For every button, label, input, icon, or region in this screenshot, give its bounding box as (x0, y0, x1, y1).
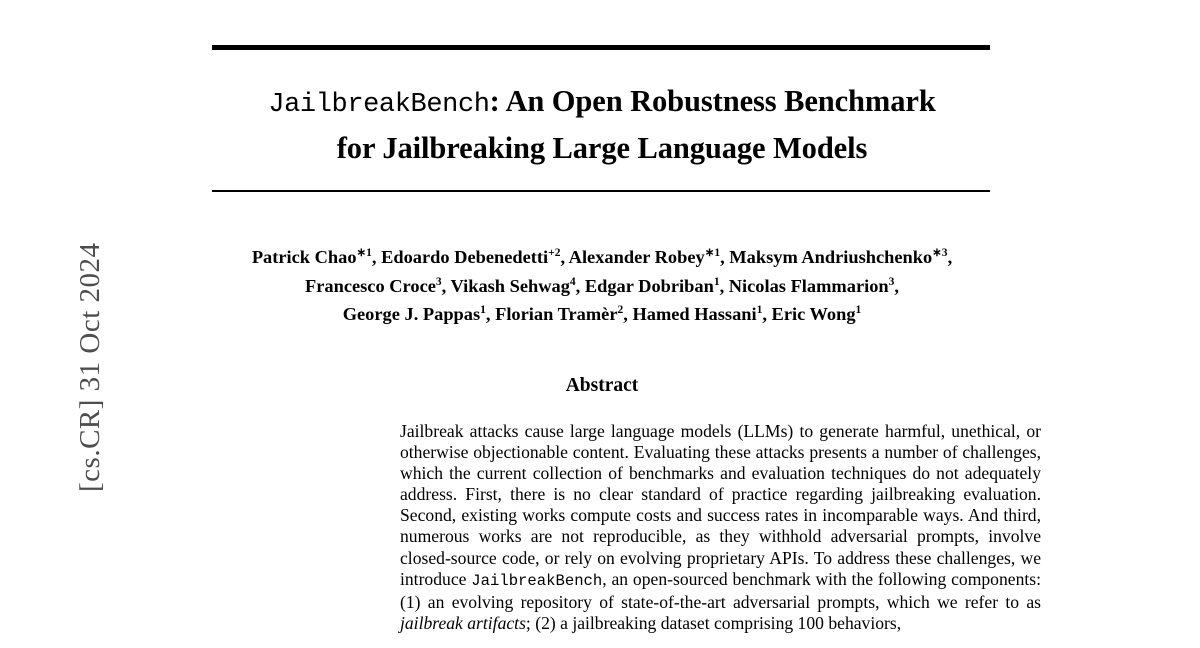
author-name: , Eric Wong (762, 304, 856, 324)
author-separator: , (947, 247, 953, 267)
author-name: , Alexander Robey (560, 247, 705, 267)
abstract-text-3: ; (2) a jailbreaking dataset comprising 100 behaviors, (525, 612, 902, 633)
author-name: Francesco Croce (305, 275, 436, 296)
author-name: Patrick Chao (251, 247, 357, 267)
author-affiliation-marker: 2 (617, 303, 624, 316)
author-name: George J. Pappas (342, 304, 481, 324)
author-affiliation-marker: 1 (480, 303, 486, 316)
title-mono-part: JailbreakBench (268, 90, 490, 120)
abstract-heading: Abstract (565, 375, 639, 396)
author-affiliation-marker: 4 (569, 275, 576, 288)
author-affiliation-marker: ∗1 (356, 246, 372, 259)
author-name: , Edoardo Debenedetti (371, 247, 549, 267)
arxiv-margin-stamp (0, 0, 120, 648)
paper-page (120, 0, 1200, 648)
author-name: , Nicolas Flammarion (719, 275, 889, 296)
abstract-text-1: Jailbreak attacks cause large language models (LLMs) to generate harmful, unethical, or otherwise objectionable content. Evaluating these attacks presents a number of challenges, which the current collection of benchmarks and evaluation techniques do not adequately address. First, there is no clear standard of practice regarding jailbreaking evaluation. Second, existing works compute costs and success rates in incomparable ways. And third, numerous works are not reproducible, as they withhold adversarial prompts, involve closed-source code, or rely on evolving proprietary APIs. To address these challenges, we introduce (400, 421, 1041, 589)
title-bottom-rule (212, 190, 990, 192)
author-affiliation-marker: 1 (756, 303, 763, 316)
author-list (190, 243, 1014, 329)
author-affiliation-marker: +2 (548, 246, 561, 259)
abstract-text-2: , an open-sourced benchmark with the following components: (1) an evolving repository of state-of-the-art adversarial prompts, which we refer to as (400, 568, 1042, 612)
arxiv-stamp-text: [cs.CR] 31 Oct 2024 (74, 242, 106, 492)
abstract-italic-term: jailbreak artifacts (400, 612, 526, 633)
page-title (190, 80, 1014, 170)
author-separator: , (894, 275, 899, 296)
title-second-line: for Jailbreaking Large Language Models (336, 131, 868, 165)
abstract-paragraph (400, 421, 1041, 634)
author-affiliation-marker: ∗3 (932, 246, 948, 259)
author-name: , Hamed Hassani (623, 304, 757, 324)
title-rest-part: : An Open Robustness Benchmark (489, 84, 936, 118)
author-name: , Maksym Andriushchenko (720, 247, 933, 267)
author-name: , Vikash Sehwag (441, 275, 570, 296)
author-affiliation-marker: 3 (888, 275, 895, 288)
author-affiliation-marker: 1 (855, 303, 862, 316)
author-name: , Edgar Dobriban (575, 275, 714, 296)
author-affiliation-marker: ∗1 (704, 246, 721, 259)
author-affiliation-marker: 3 (435, 275, 442, 288)
abstract-body (400, 421, 1041, 634)
title-top-rule (212, 45, 990, 50)
author-name: , Florian Tramèr (485, 304, 618, 324)
author-affiliation-marker: 1 (713, 275, 720, 288)
abstract-benchmark-name: JailbreakBench (471, 571, 603, 590)
